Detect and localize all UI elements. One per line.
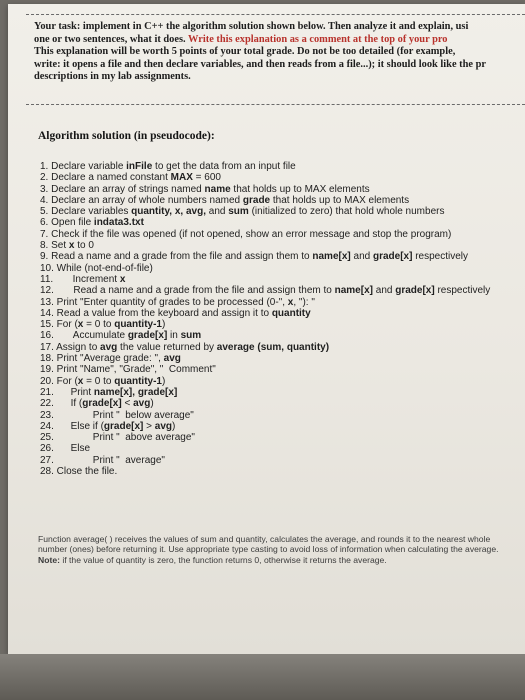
pseudocode-step xyxy=(40,251,525,262)
text-run: x xyxy=(77,319,84,331)
text-run: 9. Read a name and a grade from the file and assign them to xyxy=(40,251,313,263)
text-run: 20. For ( xyxy=(40,375,78,387)
pseudocode-step xyxy=(40,466,525,477)
text-run: inFile xyxy=(126,161,153,172)
text-run: (initialized to zero) that hold whole numbers xyxy=(248,206,445,218)
text-run: that holds up to MAX elements xyxy=(270,194,410,206)
pseudocode-step xyxy=(40,398,525,409)
text-run: sum xyxy=(228,206,249,218)
text-run: respectively xyxy=(412,251,469,263)
pseudocode-steps xyxy=(40,161,525,477)
pseudocode-step xyxy=(40,217,525,228)
pseudocode-step xyxy=(40,263,525,274)
text-run: name[x] xyxy=(312,251,351,263)
text-run: < xyxy=(121,398,134,410)
pseudocode-step xyxy=(40,206,525,217)
pseudocode-step xyxy=(40,161,525,172)
pseudocode-step xyxy=(40,376,525,387)
pseudocode-step xyxy=(40,229,525,240)
text-run: avg xyxy=(133,398,151,410)
pseudocode-step xyxy=(40,353,525,364)
text-run: 22. If ( xyxy=(40,398,83,410)
text-run: x xyxy=(287,296,294,308)
text-run: grade[x] xyxy=(127,330,168,342)
text-run: 15. For ( xyxy=(40,319,78,331)
pseudocode-step xyxy=(40,308,525,319)
text-run: name[x], grade[x] xyxy=(93,386,178,398)
text-run: 12. Read a name and a grade from the file and assign them to xyxy=(40,285,335,297)
text-run: 21. Print xyxy=(40,386,94,398)
text-run: grade xyxy=(242,194,271,206)
text-run: quantity-1 xyxy=(114,375,162,387)
text-run: descriptions in my lab assignments. xyxy=(34,71,191,82)
text-run: average (sum, quantity) xyxy=(216,341,330,353)
text-run: the value returned by xyxy=(117,341,217,353)
text-run: and xyxy=(350,251,373,263)
pseudocode-step xyxy=(40,274,525,285)
desk-background xyxy=(0,654,525,700)
text-run: 28. Close the file. xyxy=(40,466,118,478)
text-run: 3. Declare an array of strings named xyxy=(40,183,205,195)
text-run: quantity xyxy=(271,307,311,319)
pseudocode-step xyxy=(40,240,525,251)
text-run: 4. Declare an array of whole numbers named xyxy=(40,194,243,206)
text-run: 5. Declare variables xyxy=(40,206,132,218)
top-dashed-divider xyxy=(26,14,525,15)
text-run: name xyxy=(204,183,231,195)
note-label: Note: xyxy=(38,554,60,565)
text-run: and xyxy=(206,206,229,218)
text-run: 1. Declare variable xyxy=(40,161,127,172)
pseudocode-step xyxy=(40,364,525,375)
pseudocode-step xyxy=(40,330,525,341)
text-run: in xyxy=(167,330,181,342)
text-run: 25. Print " above average" xyxy=(40,432,195,444)
text-run: 27. Print " average" xyxy=(40,454,165,466)
text-run: x xyxy=(119,273,126,285)
text-run: 24. Else if ( xyxy=(40,420,104,432)
text-run: that holds up to MAX elements xyxy=(230,183,370,195)
function-note xyxy=(38,534,518,565)
pseudocode-step xyxy=(40,172,525,183)
pseudocode-step xyxy=(40,319,525,330)
task-line xyxy=(34,71,525,84)
task-line xyxy=(34,59,525,72)
text-run: ) xyxy=(162,375,166,387)
text-run: ) xyxy=(162,319,166,331)
text-run: This explanation will be worth 5 points of your total grade. Do not be too detailed (for example, xyxy=(34,46,456,57)
text-run: grade[x] xyxy=(373,251,413,263)
pseudocode-step xyxy=(40,387,525,398)
text-run: grade[x] xyxy=(395,285,435,297)
bottom-dashed-divider xyxy=(26,104,525,105)
text-run: sum xyxy=(180,330,202,342)
text-run: write: it opens a file and then declare variables, and then reads from a file...); it should look like the pr xyxy=(34,58,486,70)
text-run: one or two sentences, what it does. xyxy=(34,33,189,45)
text-run: grade[x] xyxy=(103,420,144,432)
text-run: and xyxy=(372,285,396,297)
text-run: 11. Increment xyxy=(40,273,120,285)
text-run: 17. Assign to xyxy=(40,341,101,353)
document-page xyxy=(8,4,525,654)
text-run: MAX xyxy=(170,172,193,184)
task-line xyxy=(34,46,525,59)
text-run: 19. Print "Name", "Grade", " Comment" xyxy=(40,364,216,376)
pseudocode-step xyxy=(40,297,525,308)
task-line xyxy=(34,34,525,47)
task-line xyxy=(34,21,525,34)
text-run: 16. Accumulate xyxy=(40,330,128,342)
text-run: avg xyxy=(163,353,181,365)
pseudocode-step xyxy=(40,195,525,206)
text-run: avg xyxy=(154,420,173,432)
text-run: ) xyxy=(172,420,176,432)
pseudocode-step xyxy=(40,184,525,195)
text-run: 13. Print "Enter quantity of grades to be processed (0-", xyxy=(40,296,288,308)
text-run: quantity-1 xyxy=(114,319,162,331)
text-run: x xyxy=(77,375,84,387)
text-run: 8. Set xyxy=(40,240,69,252)
pseudocode-step xyxy=(40,410,525,421)
pseudocode-step xyxy=(40,455,525,466)
text-run: avg xyxy=(100,341,118,353)
text-run: > xyxy=(143,420,155,432)
text-run: x xyxy=(68,240,75,252)
text-run: 14. Read a value from the keyboard and assign it to xyxy=(40,307,272,319)
text-run: = 0 to xyxy=(83,375,115,387)
text-run: Your task: implement in C++ the algorithm solution shown below. Then analyze it and explain, usi xyxy=(34,21,469,32)
text-run: 10. While (not-end-of-file) xyxy=(40,262,153,274)
pseudocode-step xyxy=(40,443,525,454)
text-run: = 0 to xyxy=(83,319,115,331)
text-run: respectively xyxy=(434,285,491,297)
pseudocode-step xyxy=(40,285,525,296)
note-text: if the value of quantity is zero, the function returns 0, otherwise it returns the average. xyxy=(59,554,387,565)
text-run: 2. Declare a named constant xyxy=(40,172,171,184)
pseudocode-step xyxy=(40,342,525,353)
text-run: to get the data from an input file xyxy=(152,161,296,172)
text-run: = 600 xyxy=(192,172,221,184)
text-run: 26. Else xyxy=(40,443,91,455)
pseudocode-step xyxy=(40,421,525,432)
text-run: 23. Print " below average" xyxy=(40,409,194,421)
text-run: grade[x] xyxy=(82,398,122,410)
task-instructions xyxy=(34,21,525,84)
text-run: indata3.txt xyxy=(93,217,144,229)
pseudocode-step xyxy=(40,432,525,443)
note-paragraph: Function average( ) receives the values of sum and quantity, calculates the average, and rounds it to the nearest whole number (ones) before returning it. Use appropriate type casting to avoid loss of information when calculating the average. xyxy=(38,534,499,555)
algorithm-title: Algorithm solution (in pseudocode): xyxy=(38,130,215,142)
text-run: 18. Print "Average grade: ", xyxy=(40,353,164,365)
text-run: , "): " xyxy=(293,296,315,308)
text-run: Write this explanation as a comment at the top of your pro xyxy=(188,33,448,45)
text-run: 6. Open file xyxy=(40,217,94,229)
text-run: name[x] xyxy=(334,285,373,297)
text-run: 7. Check if the file was opened (if not opened, show an error message and stop the program) xyxy=(40,228,452,240)
text-run: quantity, x, avg, xyxy=(131,206,206,218)
text-run: to 0 xyxy=(74,240,94,252)
note-line xyxy=(38,555,518,565)
text-run: ) xyxy=(150,398,154,410)
